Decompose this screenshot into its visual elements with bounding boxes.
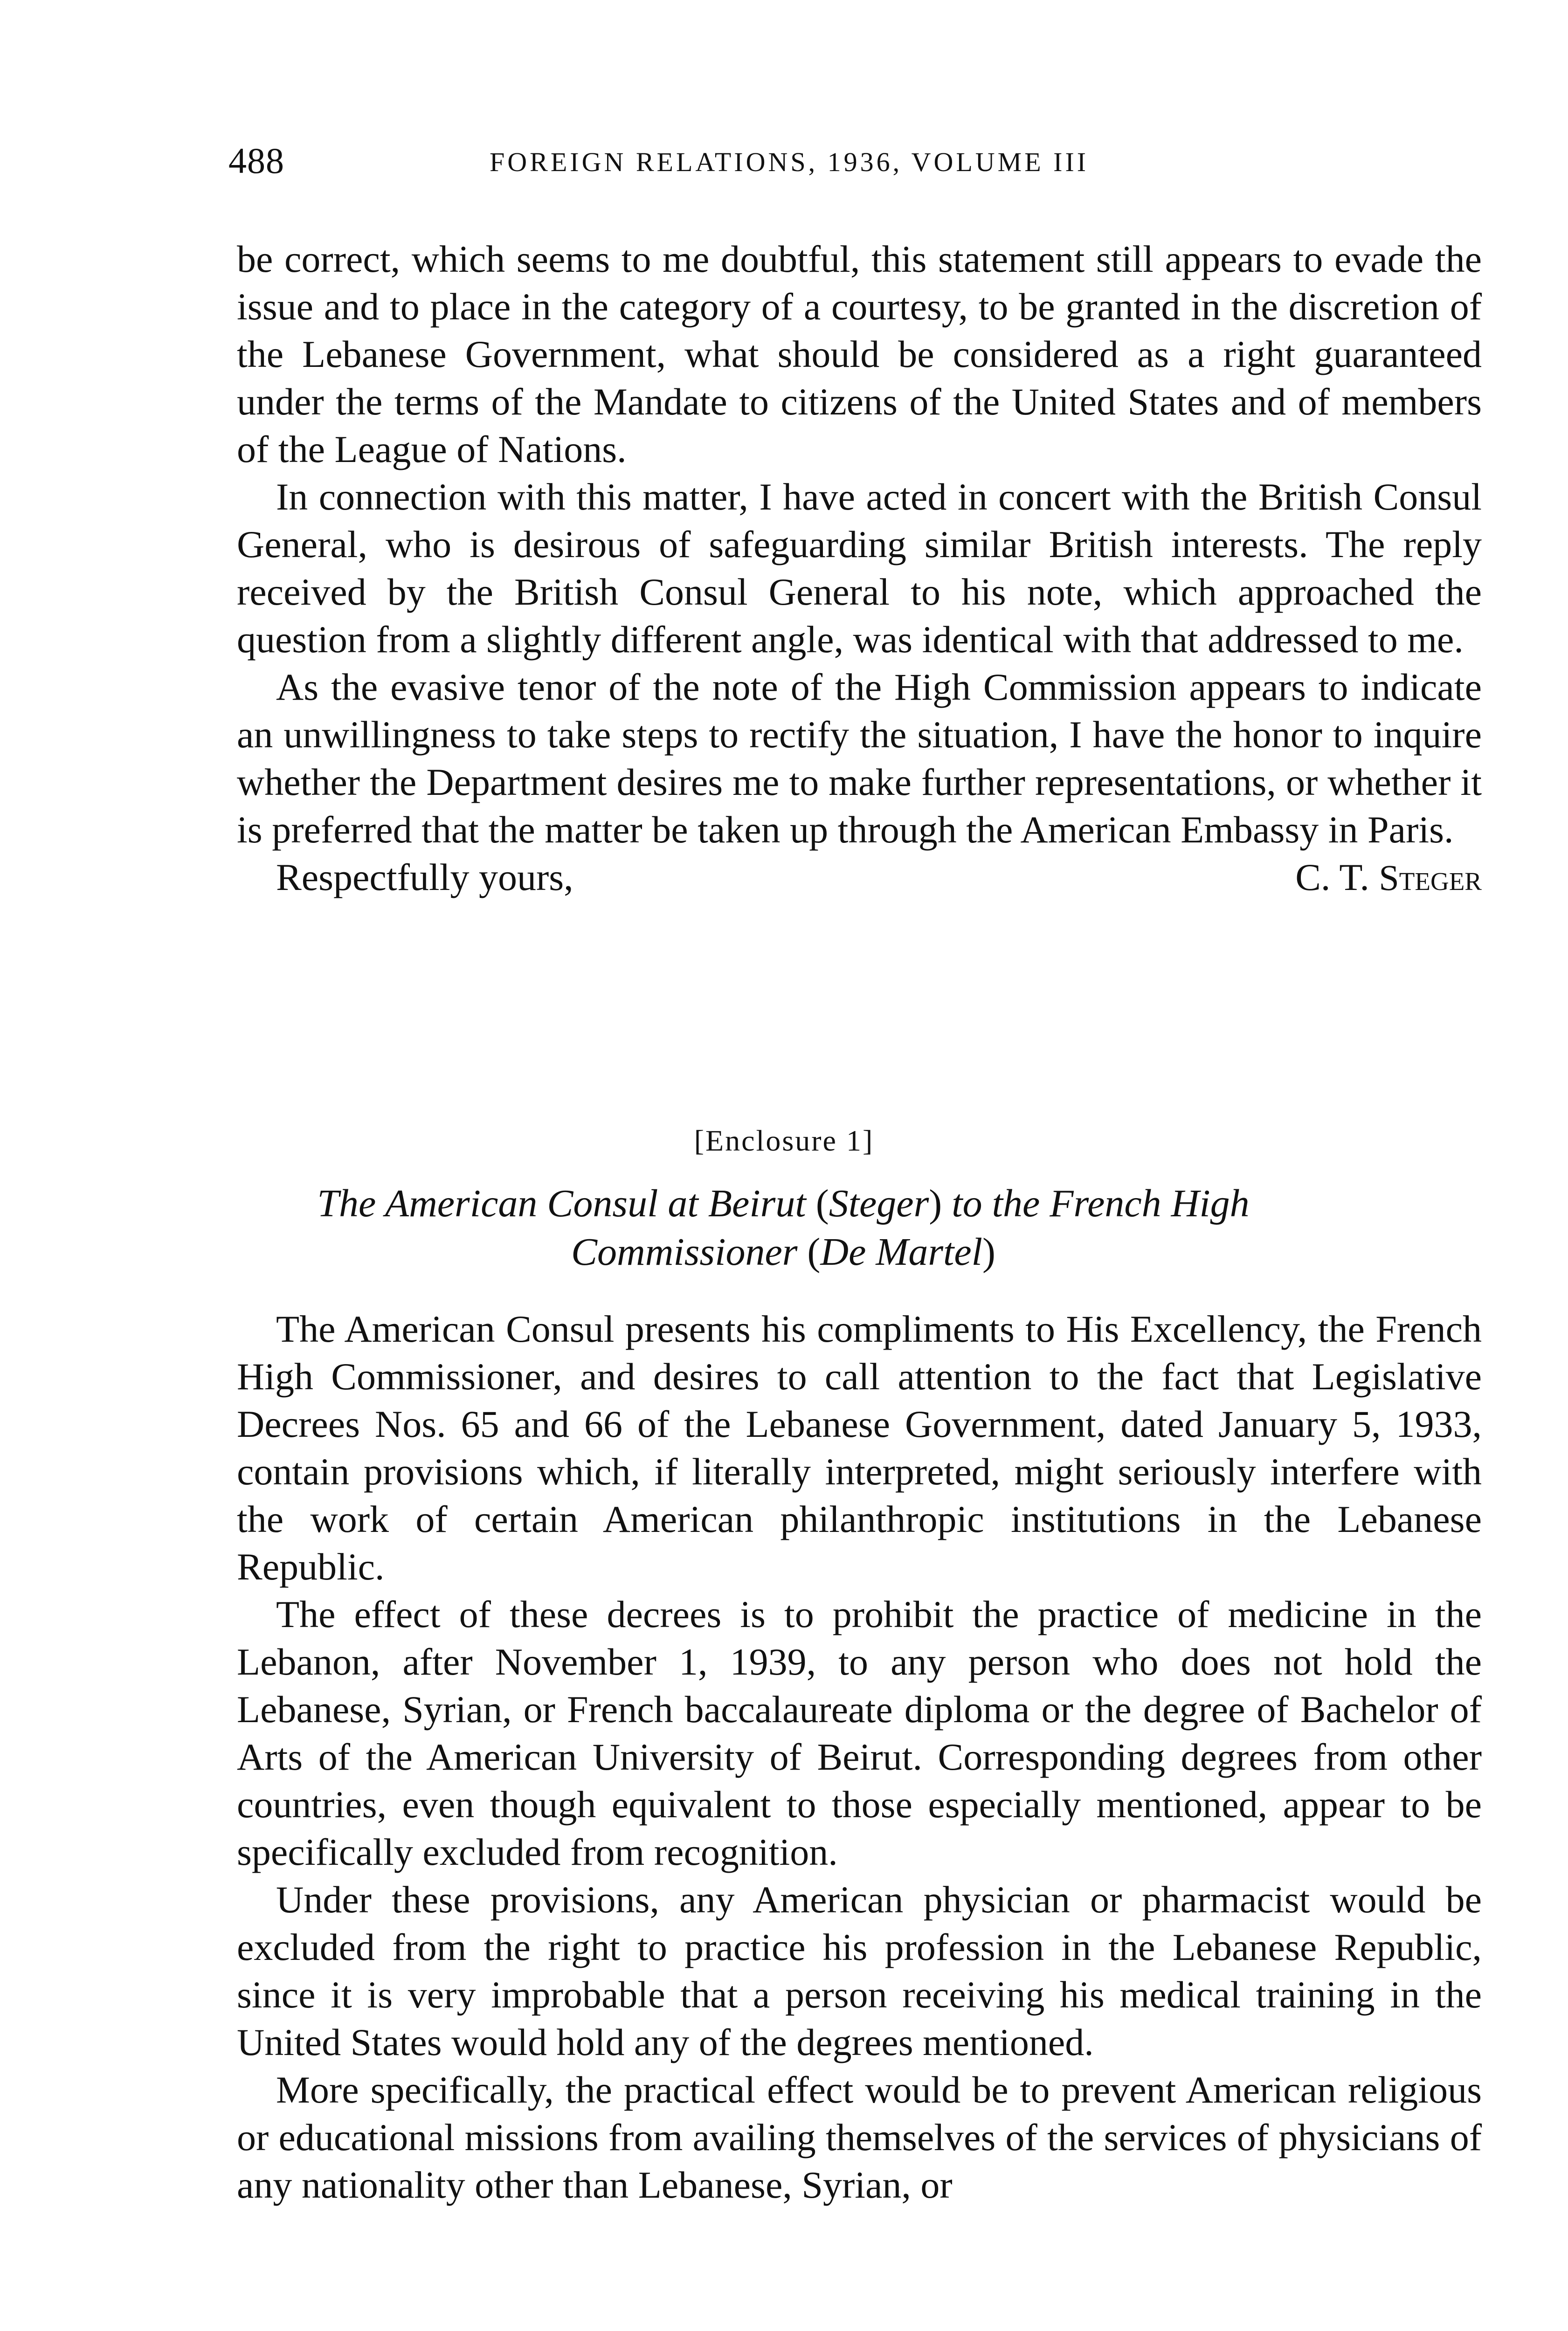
letter-paragraph-2: In connection with this matter, I have acted in concert with the British Consul General, who is desirous of safeguarding similar British interests. The reply received by the British Consul General to his note, which approached the question from a slightly different angle, was identical with that addressed to me.: [237, 476, 1482, 661]
letter-body: [237, 235, 1482, 901]
running-head: FOREIGN RELATIONS, 1936, VOLUME III: [490, 147, 1089, 177]
title-part-2: to the French High Commissioner: [571, 1182, 1250, 1274]
enclosure-paragraph-4: More specifically, the practical effect would be to prevent American religious or educational missions from availing themselves of the services of physicians of any nationality other than Lebanese, Syrian, or: [237, 2069, 1482, 2206]
enclosure-paragraph-3: Under these provisions, any American physician or pharmacist would be excluded from the right to practice his profession in the Lebanese Republic, since it is very improbable that a person receiving his medical training in the United States would hold any of the degrees mentioned.: [237, 1878, 1482, 2063]
enclosure-paragraph-1: The American Consul presents his compliments to His Excellency, the French High Commissioner, and desires to call attention to the fact that Legislative Decrees Nos. 65 and 66 of the Lebanese Government, dated January 5, 1933, contain provisions which, if literally interpreted, might seriously interfere with the work of certain American philanthropic institutions in the Lebanese Republic.: [237, 1308, 1482, 1588]
title-part-1: The American Consul at Beirut: [317, 1182, 806, 1225]
enclosure-title: [289, 1179, 1278, 1276]
title-name-2: De Martel: [820, 1230, 982, 1274]
closing-line: [237, 854, 1482, 901]
closing: Respectfully yours,: [276, 856, 573, 898]
letter-paragraph-3: As the evasive tenor of the note of the High Commission appears to indicate an unwillingness to take steps to rectify the situation, I have the honor to inquire whether the Department desires me to make further representations, or whether it is preferred that the matter be taken up through the American Embassy in Paris.: [237, 666, 1482, 851]
signature-initials: C. T.: [1295, 856, 1369, 898]
enclosure-body: [237, 1305, 1482, 2209]
signature: [1256, 854, 1482, 902]
page-header: [228, 140, 1483, 196]
letter-paragraph-1: be correct, which seems to me doubtful, this statement still appears to evade the issue and to place in the category of a courtesy, to be granted in the discretion of the Lebanese Government, what should be considered as a right guaranteed under the terms of the Mandate to citizens of the United States and of members of the League of Nations.: [237, 238, 1482, 470]
title-paren-close-2: ): [982, 1230, 995, 1274]
title-name-1: Steger: [829, 1182, 929, 1225]
page-number: 488: [228, 140, 284, 181]
title-paren-open-1: (: [815, 1182, 829, 1225]
title-paren-close-1: ): [929, 1182, 942, 1225]
enclosure-label: [Enclosure 1]: [694, 1124, 874, 1157]
enclosure-paragraph-2: The effect of these decrees is to prohibit the practice of medicine in the Lebanon, after November 1, 1939, to any person who does not hold the Lebanese, Syrian, or French baccalaureate diploma or the degree of Bachelor of Arts of the American University of Beirut. Corresponding degrees from other countries, even though equivalent to those especially mentioned, appear to be specifically excluded from recognition.: [237, 1593, 1482, 1873]
title-paren-open-2: (: [807, 1230, 821, 1274]
signature-name: Steger: [1379, 857, 1482, 898]
